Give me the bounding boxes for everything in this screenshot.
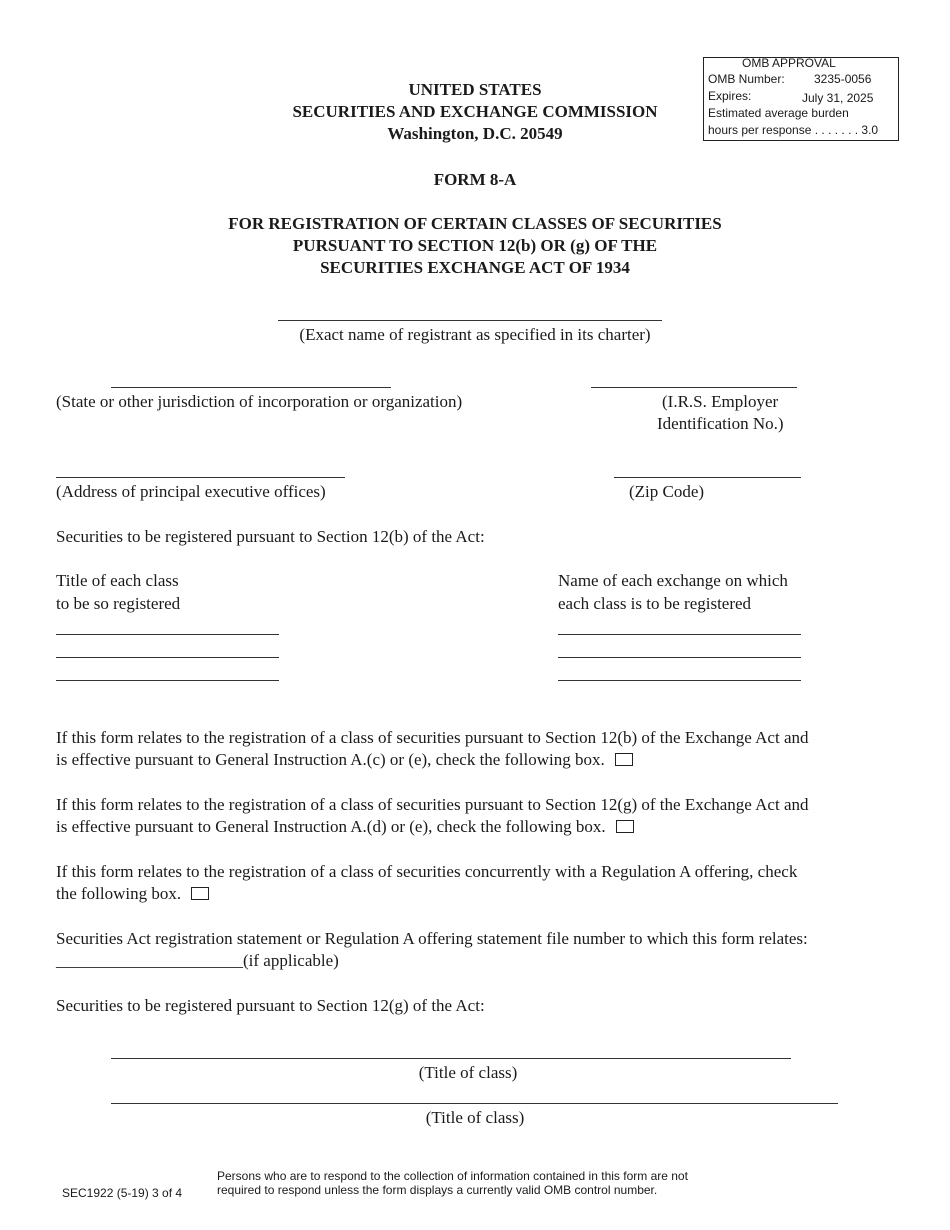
exchange-name-field[interactable]	[558, 680, 801, 681]
exchange-header-line1: Name of each exchange on which	[558, 571, 788, 590]
section-12b-checkbox-paragraph	[56, 727, 896, 771]
paragraph-line: If this form relates to the registration of a class of securities pursuant to Section 12(g) of the Exchange Act and	[56, 795, 809, 814]
title-of-class-field[interactable]	[111, 1103, 838, 1104]
header-location: Washington, D.C. 20549	[387, 124, 563, 143]
omb-notice-line1: Persons who are to respond to the collection of information contained in this form are not	[217, 1169, 688, 1183]
address-field[interactable]	[56, 477, 345, 478]
section-12b-heading: Securities to be registered pursuant to Section 12(b) of the Act:	[56, 527, 485, 546]
regulation-a-checkbox[interactable]	[191, 887, 209, 900]
omb-burden-line1: Estimated average burden	[708, 106, 849, 120]
header-commission: SECURITIES AND EXCHANGE COMMISSION	[292, 102, 658, 121]
title-of-class-field[interactable]	[111, 1058, 791, 1059]
file-number-field[interactable]: ______________________	[56, 951, 243, 970]
purpose-line3: SECURITIES EXCHANGE ACT OF 1934	[320, 258, 630, 277]
state-jurisdiction-field[interactable]	[111, 387, 391, 388]
section-12g-checkbox-paragraph	[56, 794, 896, 838]
section-12b-checkbox[interactable]	[615, 753, 633, 766]
omb-burden-line2: hours per response . . . . . . . 3.0	[708, 123, 879, 137]
omb-number-label: OMB Number:	[708, 72, 785, 86]
title-of-class-label: (Title of class)	[418, 1063, 518, 1082]
omb-expires-label: Expires:	[708, 89, 752, 103]
paragraph-line: the following box.	[56, 884, 182, 903]
form-title: FORM 8-A	[433, 170, 517, 189]
irs-label-line1: (I.R.S. Employer	[662, 392, 779, 411]
paragraph-line: If this form relates to the registration of a class of securities pursuant to Section 12(b) of the Exchange Act and	[56, 728, 809, 747]
omb-notice-line2: required to respond unless the form displays a currently valid OMB control number.	[217, 1183, 658, 1197]
section-12g-checkbox[interactable]	[616, 820, 634, 833]
regulation-a-checkbox-paragraph	[56, 861, 896, 905]
exchange-name-field[interactable]	[558, 634, 801, 635]
omb-title: OMB APPROVAL	[742, 56, 836, 70]
irs-number-field[interactable]	[591, 387, 797, 388]
header-united-states: UNITED STATES	[408, 80, 542, 99]
purpose-line2: PURSUANT TO SECTION 12(b) OR (g) OF THE	[292, 236, 658, 255]
class-title-field[interactable]	[56, 680, 279, 681]
registrant-name-label: (Exact name of registrant as specified in its charter)	[299, 325, 651, 344]
file-number-text: Securities Act registration statement or Regulation A offering statement file number to which this form relates:	[56, 929, 808, 948]
paragraph-line: If this form relates to the registration of a class of securities concurrently with a Regulation A offering, check	[56, 862, 798, 881]
address-label: (Address of principal executive offices)	[56, 482, 326, 501]
paragraph-line: is effective pursuant to General Instruction A.(d) or (e), check the following box.	[56, 817, 606, 836]
class-title-header-line2: to be so registered	[56, 594, 181, 613]
class-title-field[interactable]	[56, 657, 279, 658]
registrant-name-field[interactable]	[278, 320, 662, 321]
class-title-header-line1: Title of each class	[56, 571, 179, 590]
omb-expires-value: July 31, 2025	[802, 91, 874, 105]
section-12g-heading: Securities to be registered pursuant to Section 12(g) of the Act:	[56, 996, 485, 1015]
class-title-field[interactable]	[56, 634, 279, 635]
form-identifier: SEC1922 (5-19) 3 of 4	[62, 1186, 183, 1200]
irs-label-line2: Identification No.)	[657, 414, 784, 433]
exchange-name-field[interactable]	[558, 657, 801, 658]
file-number-suffix: (if applicable)	[243, 951, 339, 970]
zip-code-label: (Zip Code)	[629, 482, 705, 501]
purpose-line1: FOR REGISTRATION OF CERTAIN CLASSES OF SECURITIES	[228, 214, 722, 233]
state-jurisdiction-label: (State or other jurisdiction of incorporation or organization)	[56, 392, 463, 411]
title-of-class-label: (Title of class)	[425, 1108, 525, 1127]
zip-code-field[interactable]	[614, 477, 801, 478]
file-number-paragraph	[56, 928, 896, 972]
paragraph-line: is effective pursuant to General Instruction A.(c) or (e), check the following box.	[56, 750, 605, 769]
omb-number-value: 3235-0056	[814, 72, 872, 86]
exchange-header-line2: each class is to be registered	[558, 594, 752, 613]
